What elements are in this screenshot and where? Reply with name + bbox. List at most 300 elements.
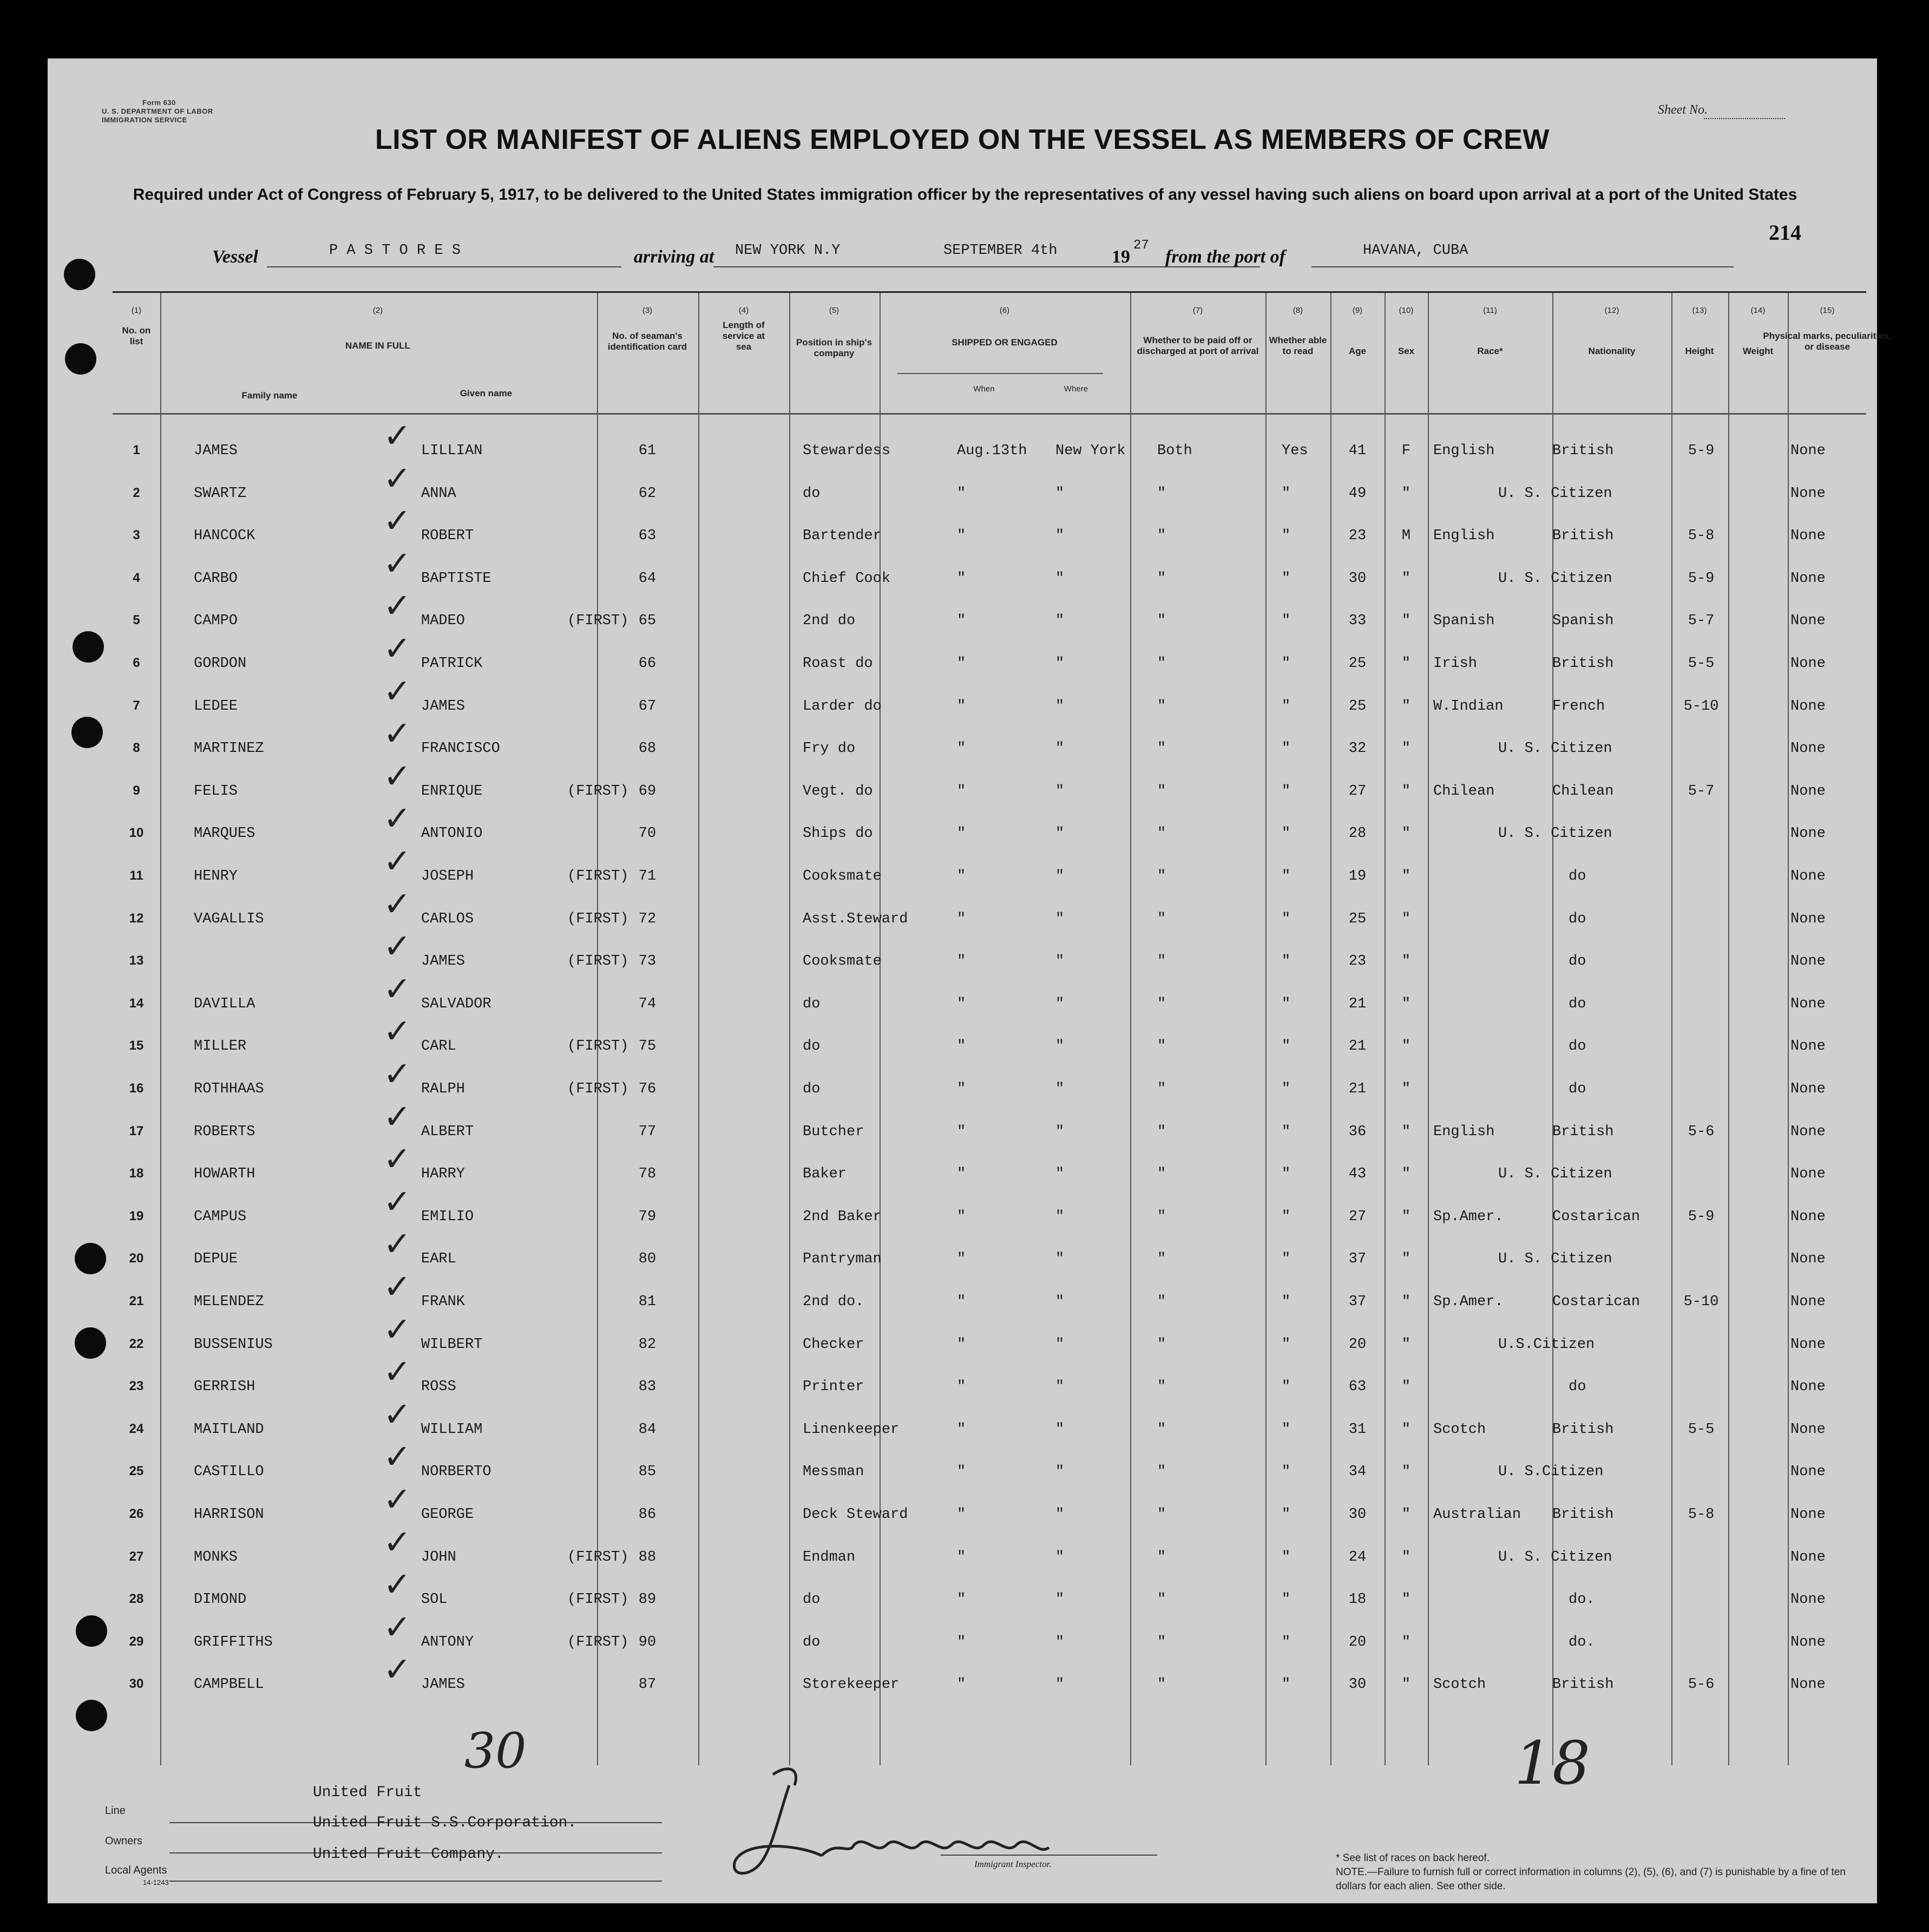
cell-nationality: U.S.Citizen [1498,1336,1595,1353]
cell-shipped-when: " [957,1166,966,1183]
cell-id-card-number: 66 [638,656,657,672]
cell-row-number: 16 [129,1081,144,1096]
cell-paid-off: " [1157,868,1166,885]
cell-nationality: do [1569,953,1586,970]
check-mark-icon: ✓ [383,1267,411,1306]
table-row [113,1224,1866,1281]
cell-given-name: JAMES [421,698,465,715]
cell-height: 5-10 [1683,1294,1719,1310]
table-row [113,1011,1866,1069]
col-1-number: (1) [131,306,142,315]
service-name: IMMIGRATION SERVICE [102,116,187,124]
cell-nationality: British [1552,1507,1614,1523]
cell-row-number: 22 [129,1336,144,1351]
cell-given-name: RALPH [421,1081,465,1097]
cell-position: Fry do [803,741,856,757]
cell-position: do [803,996,821,1012]
check-mark-icon: ✓ [383,1649,411,1689]
cell-physical-marks: None [1790,1507,1826,1523]
cell-age: 33 [1348,613,1367,630]
table-row [113,926,1866,984]
col-3-number: (3) [642,306,653,315]
cell-position: Stewardess [803,443,891,459]
col-10-header: Sex [1397,346,1415,356]
check-mark-icon: ✓ [383,671,411,711]
col-2-header: NAME IN FULL [345,340,410,351]
table-row [113,1352,1866,1409]
cell-given-name: WILLIAM [421,1421,483,1438]
cell-shipped-where: " [1055,1507,1065,1523]
vessel-name-line [267,266,621,267]
cell-row-number: 30 [129,1676,144,1692]
table-row [113,1181,1866,1239]
check-mark-icon: ✓ [383,1564,411,1604]
sheet-number-line [1704,118,1785,119]
table-row [113,1054,1866,1111]
cell-position: do [803,1634,821,1651]
cell-sex: " [1401,1081,1411,1097]
cell-physical-marks: None [1790,1549,1826,1566]
cell-sex: " [1401,953,1411,970]
cell-id-card-number: 75 [638,1038,657,1055]
cell-id-card-number: 90 [638,1634,657,1651]
punch-hole [75,1243,106,1274]
cell-race: Sp.Amer. [1433,1208,1504,1225]
cell-race: Spanish [1433,613,1495,630]
cell-row-number: 3 [133,528,140,543]
cell-race: W.Indian [1433,698,1504,715]
cell-shipped-where: " [1055,1166,1065,1183]
cell-first-note: (FIRST) [567,1038,629,1055]
cell-paid-off: " [1157,1634,1166,1651]
cell-nationality: Costarican [1552,1208,1641,1225]
cell-able-to-read: " [1282,1081,1291,1097]
cell-given-name: PATRICK [421,656,483,672]
check-mark-icon: ✓ [383,543,411,583]
cell-shipped-when: " [957,570,966,587]
cell-position: Baker [803,1166,847,1183]
cell-paid-off: " [1157,1251,1166,1268]
table-row [113,1139,1866,1196]
cell-row-number: 18 [129,1166,144,1181]
cell-family-name: BUSSENIUS [194,1336,273,1353]
line-label: Line [105,1805,126,1817]
cell-row-number: 23 [129,1379,144,1394]
cell-sex: " [1401,1676,1411,1693]
cell-nationality: do. [1569,1634,1595,1651]
cell-able-to-read: " [1282,1379,1291,1396]
cell-shipped-where: New York [1055,443,1126,459]
cell-family-name: MARTINEZ [194,741,264,757]
cell-row-number: 11 [129,868,143,883]
table-row [113,841,1866,899]
cell-physical-marks: None [1790,1166,1826,1183]
cell-nationality: British [1552,443,1614,459]
cell-nationality: Costarican [1552,1294,1641,1310]
cell-family-name: HOWARTH [194,1166,255,1183]
page-title: LIST OR MANIFEST OF ALIENS EMPLOYED ON THE VESSEL AS MEMBERS OF CREW [375,124,1550,155]
cell-sex: " [1401,1421,1411,1438]
cell-able-to-read: " [1282,1336,1291,1353]
cell-able-to-read: " [1282,741,1291,757]
cell-shipped-where: " [1055,1123,1065,1140]
cell-nationality: do [1569,1038,1586,1055]
cell-height: 5-9 [1688,1208,1715,1225]
cell-given-name: ALBERT [421,1123,474,1140]
cell-physical-marks: None [1790,1676,1826,1693]
cell-given-name: SALVADOR [421,996,491,1012]
cell-height: 5-6 [1688,1676,1715,1693]
manifest-sheet [48,58,1892,1903]
cell-position: Vegt. do [803,783,873,800]
cell-shipped-where: " [1055,570,1065,587]
cell-sex: " [1401,1294,1411,1310]
cell-paid-off: " [1157,826,1166,842]
year-prefix: 19 [1112,247,1130,267]
cell-able-to-read: " [1282,1123,1291,1140]
cell-able-to-read: " [1282,996,1291,1012]
punch-hole [76,1615,107,1647]
year-suffix: 27 [1133,238,1149,253]
col-8-number: (8) [1292,306,1303,315]
cell-row-number: 5 [133,613,140,628]
cell-shipped-where: " [1055,1208,1065,1225]
check-mark-icon: ✓ [383,416,411,455]
cell-row-number: 2 [133,485,140,500]
cell-given-name: FRANK [421,1294,465,1310]
cell-family-name: HANCOCK [194,528,255,545]
cell-family-name: SWARTZ [194,485,247,502]
cell-able-to-read: " [1282,1166,1291,1183]
cell-shipped-where: " [1055,1421,1065,1438]
table-row [113,1522,1866,1580]
cell-age: 63 [1348,1379,1367,1396]
cell-able-to-read: " [1282,826,1291,842]
cell-able-to-read: " [1282,485,1291,502]
cell-row-number: 14 [129,996,144,1011]
cell-family-name: FELIS [194,783,238,800]
cell-age: 30 [1348,1507,1367,1523]
cell-id-card-number: 74 [638,996,657,1012]
cell-nationality: U. S. Citizen [1498,1251,1612,1268]
col-2-number: (2) [372,306,383,315]
cell-id-card-number: 72 [638,911,657,927]
cell-first-note: (FIRST) [567,783,629,800]
cell-shipped-where: " [1055,1336,1065,1353]
cell-first-note: (FIRST) [567,1634,629,1651]
cell-age: 25 [1348,911,1367,927]
cell-nationality: U. S. Citizen [1498,741,1612,757]
cell-id-card-number: 83 [638,1379,657,1396]
table-row [113,1394,1866,1452]
cell-given-name: LILLIAN [421,443,483,459]
cell-able-to-read: " [1282,783,1291,800]
check-mark-icon: ✓ [383,1479,411,1519]
cell-physical-marks: None [1790,953,1826,970]
cell-shipped-when: " [957,528,966,545]
cell-age: 28 [1348,826,1367,842]
col-4-header: Length of service at sea [722,320,765,352]
cell-position: Larder do [803,698,882,715]
cell-physical-marks: None [1790,656,1826,672]
cell-able-to-read: " [1282,868,1291,885]
col-7-number: (7) [1192,306,1203,315]
cell-shipped-when: " [957,1549,966,1566]
cell-family-name: DIMOND [194,1592,247,1608]
check-mark-icon: ✓ [383,1224,411,1264]
cell-paid-off: " [1157,1592,1166,1608]
cell-row-number: 4 [133,570,140,585]
cell-race: Scotch [1433,1676,1486,1693]
cell-shipped-when: " [957,1123,966,1140]
cell-age: 41 [1348,443,1367,459]
table-row [113,543,1866,601]
cell-able-to-read: " [1282,698,1291,715]
cell-height: 5-9 [1688,570,1715,587]
table-row [113,1479,1866,1537]
cell-age: 37 [1348,1251,1367,1268]
cell-shipped-when: Aug.13th [957,443,1027,459]
cell-shipped-when: " [957,953,966,970]
cell-sex: " [1401,698,1411,715]
cell-id-card-number: 88 [638,1549,657,1566]
cell-race: Sp.Amer. [1433,1294,1504,1310]
cell-nationality: U. S. Citizen [1498,485,1612,502]
cell-physical-marks: None [1790,1336,1826,1353]
col-3-header: No. of seaman's identification card [607,331,687,352]
cell-paid-off: " [1157,783,1166,800]
cell-nationality: British [1552,528,1614,545]
table-row [113,798,1866,856]
from-port-label: from the port of [1165,247,1285,267]
col-6-number: (6) [999,306,1010,315]
cell-age: 30 [1348,1676,1367,1693]
arrival-date: SEPTEMBER 4th [943,243,1058,259]
cell-race: Chilean [1433,783,1495,800]
cell-able-to-read: " [1282,1676,1291,1693]
cell-family-name: CAMPUS [194,1208,247,1225]
cell-shipped-where: " [1055,1592,1065,1608]
cell-shipped-where: " [1055,1549,1065,1566]
table-row [113,586,1866,643]
cell-position: 2nd do [803,613,856,630]
cell-able-to-read: " [1282,953,1291,970]
cell-family-name: ROBERTS [194,1123,255,1140]
cell-physical-marks: None [1790,741,1826,757]
col-5-number: (5) [829,306,839,315]
table-row [113,458,1866,516]
cell-row-number: 8 [133,741,140,756]
cell-physical-marks: None [1790,783,1826,800]
cell-given-name: CARL [421,1038,456,1055]
check-mark-icon: ✓ [383,1139,411,1179]
cell-family-name: CARBO [194,570,238,587]
cell-nationality: British [1552,1676,1614,1693]
col-12-number: (12) [1604,306,1619,315]
cell-sex: " [1401,1379,1411,1396]
cell-nationality: do [1569,911,1586,927]
cell-race: Australian [1433,1507,1521,1523]
cell-id-card-number: 64 [638,570,657,587]
cell-sex: " [1401,911,1411,927]
cell-row-number: 6 [133,656,140,670]
cell-age: 21 [1348,1038,1367,1055]
handwritten-total-right: 18 [1514,1728,1590,1798]
departure-port: HAVANA, CUBA [1363,243,1468,259]
cell-shipped-when: " [957,1464,966,1481]
cell-id-card-number: 69 [638,783,657,800]
cell-able-to-read: " [1282,1549,1291,1566]
cell-position: Cooksmate [803,868,882,885]
cell-given-name: BAPTISTE [421,570,491,587]
table-row [113,1437,1866,1494]
cell-paid-off: " [1157,1038,1166,1055]
cell-sex: " [1401,996,1411,1012]
cell-shipped-where: " [1055,485,1065,502]
cell-sex: M [1401,528,1411,545]
cell-given-name: ANNA [421,485,456,502]
cell-able-to-read: " [1282,1208,1291,1225]
cell-paid-off: " [1157,1676,1166,1693]
cell-shipped-when: " [957,1421,966,1438]
cell-nationality: do [1569,996,1586,1012]
cell-sex: " [1401,485,1411,502]
cell-shipped-where: " [1055,613,1065,630]
cell-first-note: (FIRST) [567,868,629,885]
cell-shipped-when: " [957,698,966,715]
cell-paid-off: " [1157,1421,1166,1438]
cell-able-to-read: " [1282,1507,1291,1523]
cell-race: English [1433,528,1495,545]
cell-paid-off: Both [1157,443,1192,459]
table-row [113,968,1866,1026]
cell-id-card-number: 79 [638,1208,657,1225]
vessel-label: Vessel [212,247,258,267]
cell-nationality: French [1552,698,1605,715]
cell-id-card-number: 67 [638,698,657,715]
cell-physical-marks: None [1790,698,1826,715]
cell-id-card-number: 82 [638,1336,657,1353]
cell-family-name: MILLER [194,1038,247,1055]
cell-shipped-when: " [957,826,966,842]
cell-given-name: ANTONY [421,1634,474,1651]
cell-given-name: JOSEPH [421,868,474,885]
cell-paid-off: " [1157,613,1166,630]
col-6-header: SHIPPED OR ENGAGED [952,337,1058,348]
cell-age: 25 [1348,656,1367,672]
cell-physical-marks: None [1790,1208,1826,1225]
cell-shipped-when: " [957,1592,966,1608]
cell-family-name: CAMPBELL [194,1676,264,1693]
check-mark-icon: ✓ [383,628,411,668]
cell-given-name: JAMES [421,1676,465,1693]
cell-physical-marks: None [1790,1379,1826,1396]
check-mark-icon: ✓ [383,1181,411,1221]
cell-family-name: CASTILLO [194,1464,264,1481]
col-13-header: Height [1685,346,1714,356]
col-14-header: Weight [1742,346,1774,356]
cell-family-name: DEPUE [194,1251,238,1268]
cell-family-name: GORDON [194,656,247,672]
cell-sex: " [1401,1208,1411,1225]
cell-shipped-where: " [1055,953,1065,970]
cell-paid-off: " [1157,570,1166,587]
cell-age: 27 [1348,783,1367,800]
check-mark-icon: ✓ [383,1096,411,1136]
cell-position: Asst.Steward [803,911,908,927]
cell-shipped-when: " [957,1379,966,1396]
cell-paid-off: " [1157,741,1166,757]
check-mark-icon: ✓ [383,1054,411,1093]
given-name-header: Given name [460,388,513,398]
cell-paid-off: " [1157,698,1166,715]
cell-row-number: 24 [129,1421,144,1436]
cell-shipped-when: " [957,1081,966,1097]
cell-sex: F [1401,443,1411,459]
check-mark-icon: ✓ [383,883,411,924]
cell-family-name: ROTHHAAS [194,1081,264,1097]
cell-nationality: British [1552,1123,1614,1140]
col-15-number: (15) [1820,306,1835,315]
cell-paid-off: " [1157,1208,1166,1225]
cell-paid-off: " [1157,953,1166,970]
cell-given-name: JAMES [421,953,465,970]
cell-height: 5-6 [1688,1123,1715,1140]
cell-shipped-when: " [957,1634,966,1651]
cell-first-note: (FIRST) [567,1081,629,1097]
cell-height: 5-9 [1688,443,1715,459]
cell-paid-off: " [1157,1549,1166,1566]
cell-given-name: FRANCISCO [421,741,500,757]
cell-age: 19 [1348,868,1367,885]
cell-first-note: (FIRST) [567,613,629,630]
cell-sex: " [1401,1507,1411,1523]
cell-paid-off: " [1157,996,1166,1012]
cell-row-number: 10 [129,826,144,841]
cell-shipped-when: " [957,1676,966,1693]
check-mark-icon: ✓ [383,756,411,796]
cell-first-note: (FIRST) [567,911,629,927]
cell-shipped-where: " [1055,1676,1065,1693]
cell-shipped-where: " [1055,1038,1065,1055]
cell-able-to-read: " [1282,1421,1291,1438]
table-row [113,416,1866,473]
vessel-name: P A S T O R E S [329,243,461,259]
col-1-header: No. on list [122,325,151,346]
cell-shipped-where: " [1055,698,1065,715]
cell-id-card-number: 73 [638,953,657,970]
cell-given-name: ENRIQUE [421,783,483,800]
cell-sex: " [1401,1336,1411,1353]
cell-row-number: 17 [129,1123,144,1138]
handwritten-total-left: 30 [464,1723,527,1779]
cell-shipped-when: " [957,868,966,885]
cell-first-note: (FIRST) [567,1592,629,1608]
punch-hole [71,717,103,748]
when-header: When [973,384,995,394]
cell-sex: " [1401,570,1411,587]
cell-sex: " [1401,1123,1411,1140]
cell-id-card-number: 84 [638,1421,657,1438]
cell-sex: " [1401,1592,1411,1608]
cell-race: Scotch [1433,1421,1486,1438]
cell-family-name: CAMPO [194,613,238,630]
cell-nationality: Spanish [1552,613,1614,630]
family-name-header: Family name [241,390,298,401]
cell-nationality: U. S. Citizen [1498,826,1612,842]
col-9-number: (9) [1352,306,1363,315]
from-port-line [1311,266,1734,267]
